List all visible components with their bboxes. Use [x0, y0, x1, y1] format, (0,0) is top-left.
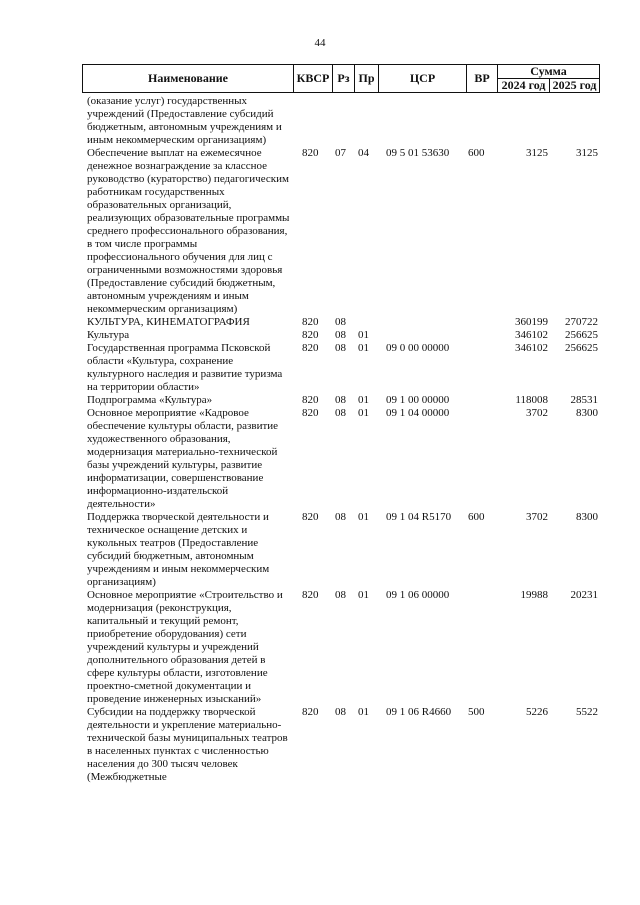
row-csr: 09 5 01 53630 [386, 147, 450, 159]
row-sum-2024: 118008 [515, 394, 548, 406]
row-sum-2024: 3702 [526, 407, 548, 419]
table-body [0, 95, 640, 784]
row-kvsr: 820 [302, 147, 319, 159]
row-name: КУЛЬТУРА, КИНЕМАТОГРАФИЯ [87, 316, 250, 328]
row-name: Субсидии на поддержку творческой деятельности и укрепление материально-технической базы муниципальных театров в населенных пунктах с численностью населения до 300 тысяч человек (Межбюджетные [87, 706, 288, 783]
row-kvsr: 820 [302, 589, 319, 601]
header-sum: Сумма [530, 64, 567, 78]
row-pr: 01 [358, 706, 369, 718]
header-kvsr: КВСР [294, 65, 333, 92]
row-kvsr: 820 [302, 316, 319, 328]
row-pr: 01 [358, 589, 369, 601]
row-name: (оказание услуг) государственных учреждений (Предоставление субсидий бюджетным, автономным учреждениям и иным некоммерческим организациям) [87, 95, 282, 146]
row-kvsr: 820 [302, 706, 319, 718]
row-csr: 09 1 06 00000 [386, 589, 450, 601]
row-sum-2024: 346102 [515, 329, 548, 341]
table-header [82, 64, 600, 93]
table-row [0, 589, 640, 706]
row-pr: 01 [358, 511, 369, 523]
row-vr: 600 [468, 511, 485, 523]
row-sum-2024: 3125 [526, 147, 548, 159]
row-sum-2024: 346102 [515, 342, 548, 354]
row-rz: 08 [335, 589, 346, 601]
header-rz: Рз [333, 65, 355, 92]
row-sum-2025: 5522 [576, 706, 598, 718]
row-rz: 08 [335, 511, 346, 523]
row-sum-2025: 3125 [576, 147, 598, 159]
header-vr: ВР [467, 65, 498, 92]
row-name: Основное мероприятие «Строительство и модернизация (реконструкция, капитальный и текущий ремонт, приобретение оборудования) сети учреждений культуры и учреждений дополнительного образования детей в сфере культуры области, изготовление проектно-сметной документации и проведение инженерных изысканий» [87, 589, 283, 705]
row-csr: 09 1 04 00000 [386, 407, 450, 419]
table-row [0, 394, 640, 407]
row-kvsr: 820 [302, 394, 319, 406]
table-row [0, 342, 640, 394]
row-sum-2024: 360199 [515, 316, 548, 328]
header-name: Наименование [83, 65, 294, 92]
row-rz: 08 [335, 706, 346, 718]
row-pr: 01 [358, 342, 369, 354]
row-sum-2025: 256625 [565, 342, 598, 354]
header-2025: 2025 год [552, 78, 597, 92]
row-kvsr: 820 [302, 511, 319, 523]
row-sum-2025: 8300 [576, 511, 598, 523]
row-vr: 500 [468, 706, 485, 718]
row-name: Основное мероприятие «Кадровое обеспечение культуры области, развитие художественного образования, модернизация материально-технической базы учреждений культуры, развитие информатизации, совершенствование информационно-издательской деятельности» [87, 407, 279, 510]
row-rz: 08 [335, 329, 346, 341]
table-row [0, 407, 640, 511]
row-sum-2025: 256625 [565, 329, 598, 341]
row-sum-2025: 20231 [570, 589, 598, 601]
row-rz: 08 [335, 316, 346, 328]
row-rz: 07 [335, 147, 346, 159]
table-row [0, 316, 640, 329]
row-kvsr: 820 [302, 407, 319, 419]
row-name: Подпрограмма «Культура» [87, 394, 213, 406]
row-rz: 08 [335, 342, 346, 354]
row-pr: 01 [358, 329, 369, 341]
row-rz: 08 [335, 394, 346, 406]
table-row [0, 511, 640, 589]
row-csr: 09 0 00 00000 [386, 342, 450, 354]
row-name: Поддержка творческой деятельности и техническое оснащение детских и кукольных театров (Предоставление субсидий бюджетным, автономным учреждениям и иным некоммерческим организациям) [87, 511, 270, 588]
row-sum-2024: 5226 [526, 706, 548, 718]
table-row [0, 329, 640, 342]
row-sum-2024: 3702 [526, 511, 548, 523]
row-csr: 09 1 04 R5170 [386, 511, 452, 523]
row-csr: 09 1 00 00000 [386, 394, 450, 406]
row-sum-2025: 28531 [570, 394, 598, 406]
row-vr: 600 [468, 147, 485, 159]
row-name: Государственная программа Псковской области «Культура, сохранение культурного наследия и развитие туризма на территории области» [87, 342, 283, 393]
row-kvsr: 820 [302, 342, 319, 354]
row-sum-2025: 270722 [565, 316, 598, 328]
row-rz: 08 [335, 407, 346, 419]
row-pr: 01 [358, 407, 369, 419]
row-csr: 09 1 06 R4660 [386, 706, 452, 718]
row-name: Культура [87, 329, 130, 341]
table-row [0, 95, 640, 147]
header-pr: Пр [355, 65, 379, 92]
row-sum-2025: 8300 [576, 407, 598, 419]
row-pr: 04 [358, 147, 369, 159]
page-number: 44 [314, 37, 326, 49]
row-name: Обеспечение выплат на ежемесячное денежное вознаграждение за классное руководство (кураторство) педагогическим работникам государственных образовательных организаций, реализующих образовательные программы среднего профессионального образования, в том числе программы профессионального обучения для лиц с ограниченными возможностями здоровья (Предоставление субсидий бюджетным, автономным учреждениям и иным некоммерческим организациям) [87, 147, 290, 315]
row-sum-2024: 19988 [520, 589, 548, 601]
row-kvsr: 820 [302, 329, 319, 341]
table-row [0, 706, 640, 784]
header-2024: 2024 год [501, 78, 546, 92]
header-csr: ЦСР [379, 65, 467, 92]
row-pr: 01 [358, 394, 369, 406]
table-row [0, 147, 640, 316]
